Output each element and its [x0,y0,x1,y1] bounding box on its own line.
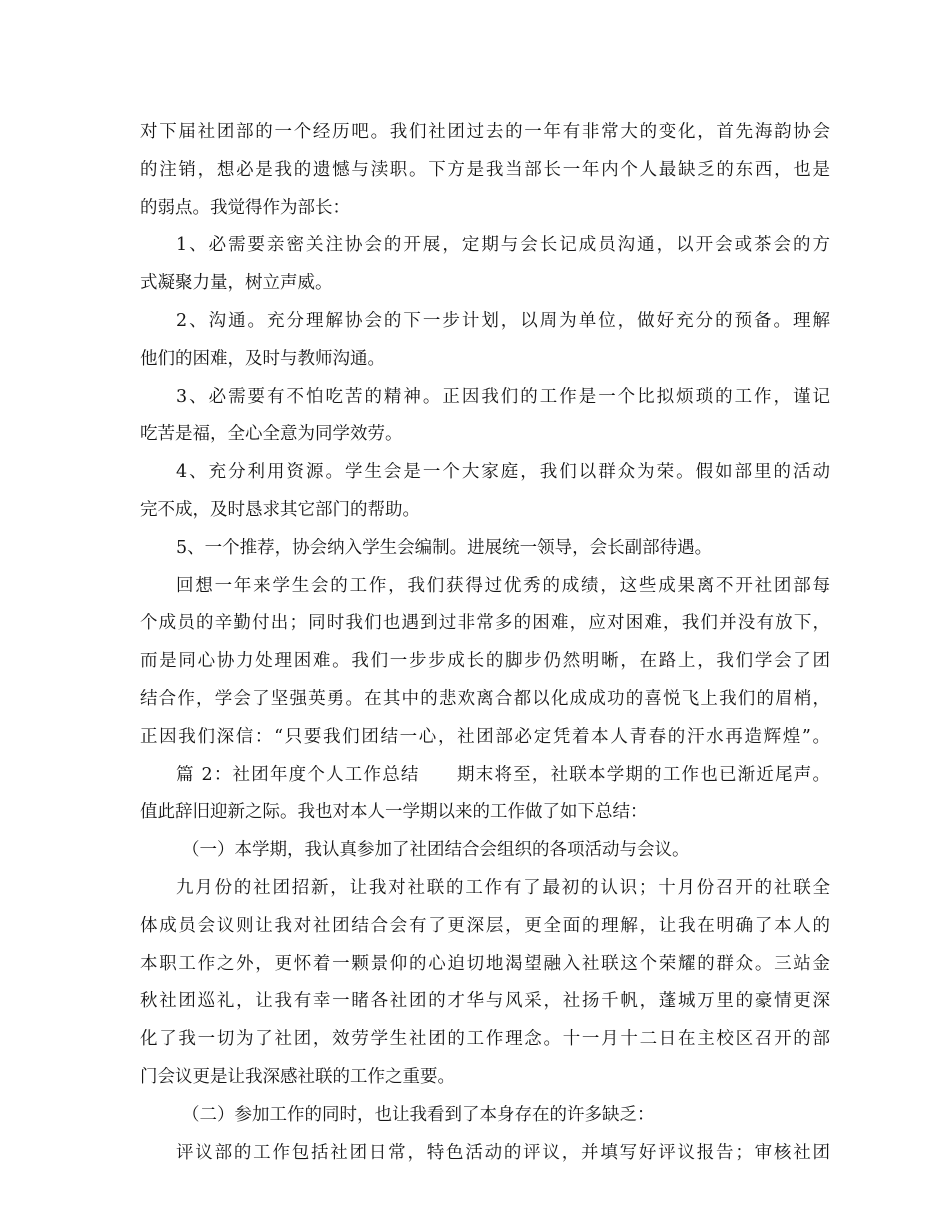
text-line: （一）本学期，我认真参加了社团结合会组织的各项活动与会议。 [182,840,690,861]
text-line: 门会议更是让我深感社联的工作之重要。 [140,1066,455,1087]
text-line: 的弱点。我觉得作为部长： [140,197,350,218]
text-line: 正因我们深信：“只要我们团结一心，社团部必定凭着本人青春的汗水再造辉煌”。 [140,726,830,747]
text-line: 4、充分利用资源。学生会是一个大家庭，我们以群众为荣。假如部里的活动 [176,462,830,483]
text-line: 体成员会议则让我对社团结合会有了更深层，更全面的理解，让我在明确了本人的 [140,915,830,936]
text-line: （二）参加工作的同时，也让我看到了本身存在的许多缺乏： [182,1104,655,1125]
text-line: 结合作，学会了坚强英勇。在其中的悲欢离合都以化成成功的喜悦飞上我们的眉梢， [140,688,830,709]
text-line: 回想一年来学生会的工作，我们获得过优秀的成绩，这些成果离不开社团部每 [176,575,830,596]
text-line: 九月份的社团招新，让我对社联的工作有了最初的认识；十月份召开的社联全 [176,877,830,898]
document-body [140,114,830,1172]
text-line: 对下届社团部的一个经历吧。我们社团过去的一年有非常大的变化，首先海韵协会 [140,122,830,142]
text-line: 1、必需要亲密关注协会的开展，定期与会长记成员沟通，以开会或茶会的方 [176,235,830,256]
text-line: 吃苦是福，全心全意为同学效劳。 [140,424,403,445]
text-line: 2、沟通。充分理解协会的下一步计划，以周为单位，做好充分的预备。理解 [176,310,830,331]
text-line: 的注销，想必是我的遗憾与渎职。下方是我当部长一年内个人最缺乏的东西，也是 [140,159,830,180]
text-line: 他们的困难，及时与教师沟通。 [140,348,385,369]
text-line: 篇 2：社团年度个人工作总结 期末将至，社联本学期的工作也已渐近尾声。 [176,764,830,785]
text-line: 秋社团巡礼，让我有幸一睹各社团的才华与风采，社扬千帆，蓬城万里的豪情更深 [140,991,830,1012]
text-line: 本职工作之外，更怀着一颗景仰的心迫切地渴望融入社联这个荣耀的群众。三站金 [140,953,830,974]
text-line: 完不成，及时恳求其它部门的帮助。 [140,499,420,520]
text-line: 个成员的辛勤付出；同时我们也遇到过非常多的困难，应对困难，我们并没有放下， [140,613,830,634]
text-line: 化了我一切为了社团，效劳学生社团的工作理念。十一月十二日在主校区召开的部 [140,1029,830,1050]
text-line: 值此辞旧迎新之际。我也对本人一学期以来的工作做了如下总结： [140,802,648,823]
text-line: 式凝聚力量，树立声威。 [140,273,333,294]
text-line: 5、一个推荐，协会纳入学生会编制。进展统一领导，会长副部待遇。 [176,537,713,558]
text-line: 而是同心协力处理困难。我们一步步成长的脚步仍然明晰，在路上，我们学会了团 [140,651,830,672]
text-line: 评议部的工作包括社团日常，特色活动的评议，并填写好评议报告；审核社团 [176,1142,830,1163]
text-line: 3、必需要有不怕吃苦的精神。正因我们的工作是一个比拟烦琐的工作，谨记 [176,386,830,407]
